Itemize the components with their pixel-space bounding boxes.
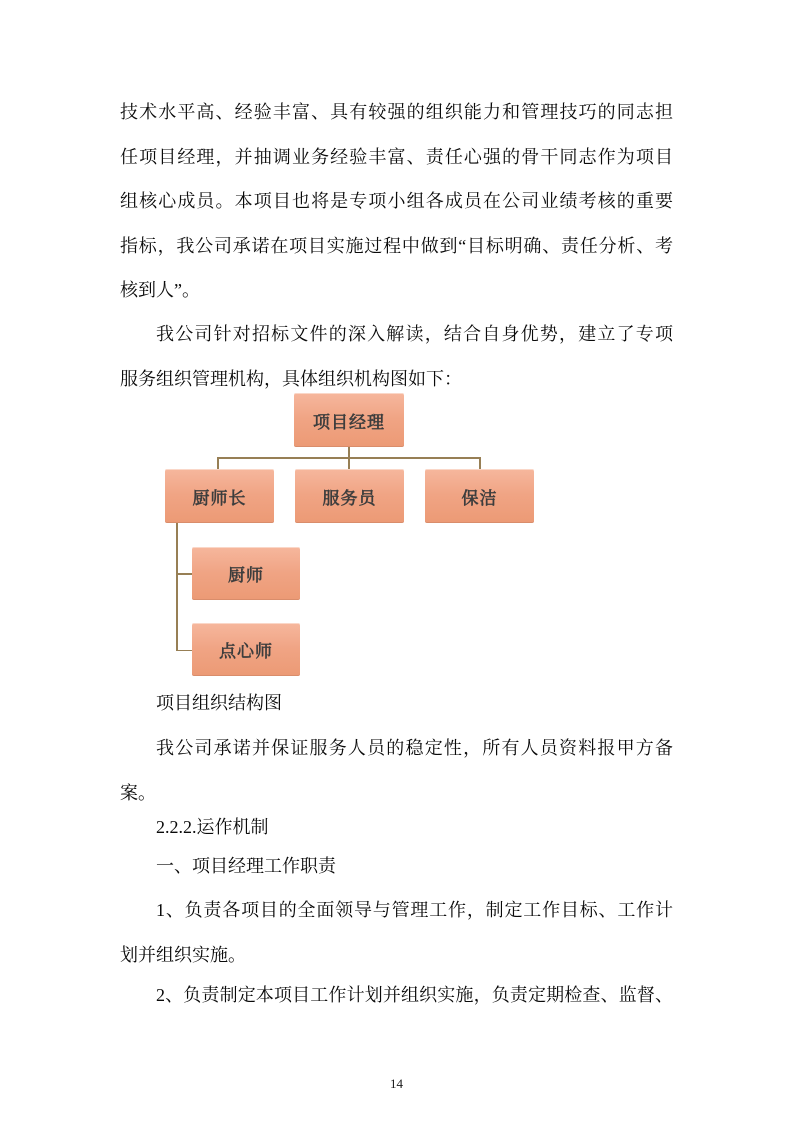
paragraph-line: 2、负责制定本项目工作计划并组织实施，负责定期检查、监督、	[156, 985, 673, 1005]
paragraph-line: 我公司针对招标文件的深入解读，结合自身优势，建立了专项	[156, 324, 673, 344]
orgbox-label: 服务员	[322, 488, 377, 508]
paragraph-line: 核到人”。	[120, 280, 200, 300]
paragraph-line: 任项目经理，并抽调业务经验丰富、责任心强的骨干同志作为项目	[120, 146, 673, 167]
caption-line: 项目组织结构图	[156, 693, 282, 713]
connector-drop-middle	[348, 457, 350, 469]
sub-heading	[120, 844, 673, 889]
orgbox-label: 点心师	[219, 642, 273, 661]
orgbox-cleaner	[425, 469, 534, 523]
paragraph-line: 技术水平高、经验丰富、具有较强的组织能力和管理技巧的同志担	[120, 102, 673, 122]
page-number: 14	[390, 1076, 403, 1091]
section-heading	[120, 805, 673, 850]
chart-caption	[120, 681, 673, 726]
paragraph-4	[120, 888, 673, 977]
paragraph-line: 划并组织实施。	[120, 944, 246, 965]
connector-drop-left	[217, 457, 219, 469]
paragraph-line: 1、负责各项目的全面领导与管理工作，制定工作目标、工作计	[156, 900, 673, 920]
connector-subtree-vertical	[176, 523, 178, 651]
orgbox-chef	[192, 547, 300, 600]
paragraph-line: 我公司承诺并保证服务人员的稳定性，所有人员资料报甲方备	[156, 738, 673, 758]
paragraph-line: 指标，我公司承诺在项目实施过程中做到“目标明确、责任分析、考	[120, 235, 673, 256]
orgbox-pastry-chef	[192, 623, 300, 676]
orgbox-waiter	[295, 469, 404, 523]
paragraph-3	[120, 726, 673, 815]
orgbox-label: 厨师	[228, 566, 264, 585]
connector-stub-chef	[176, 573, 192, 575]
connector-stub-pastry	[176, 650, 192, 652]
orgbox-label: 保洁	[461, 488, 498, 508]
orgbox-label: 项目经理	[313, 412, 385, 432]
heading-line: 一、项目经理工作职责	[156, 856, 336, 876]
orgbox-head-chef	[165, 469, 274, 523]
heading-line: 2.2.2.运作机制	[156, 817, 269, 837]
paragraph-line: 服务组织管理机构，具体组织机构图如下：	[120, 368, 462, 389]
connector-drop-right	[479, 457, 481, 469]
paragraph-5	[120, 973, 673, 1018]
orgbox-project-manager	[294, 393, 404, 447]
orgbox-label: 厨师长	[192, 488, 247, 508]
paragraph-line: 案。	[120, 782, 156, 803]
paragraph-line: 组核心成员。本项目也将是专项小组各成员在公司业绩考核的重要	[120, 191, 673, 211]
